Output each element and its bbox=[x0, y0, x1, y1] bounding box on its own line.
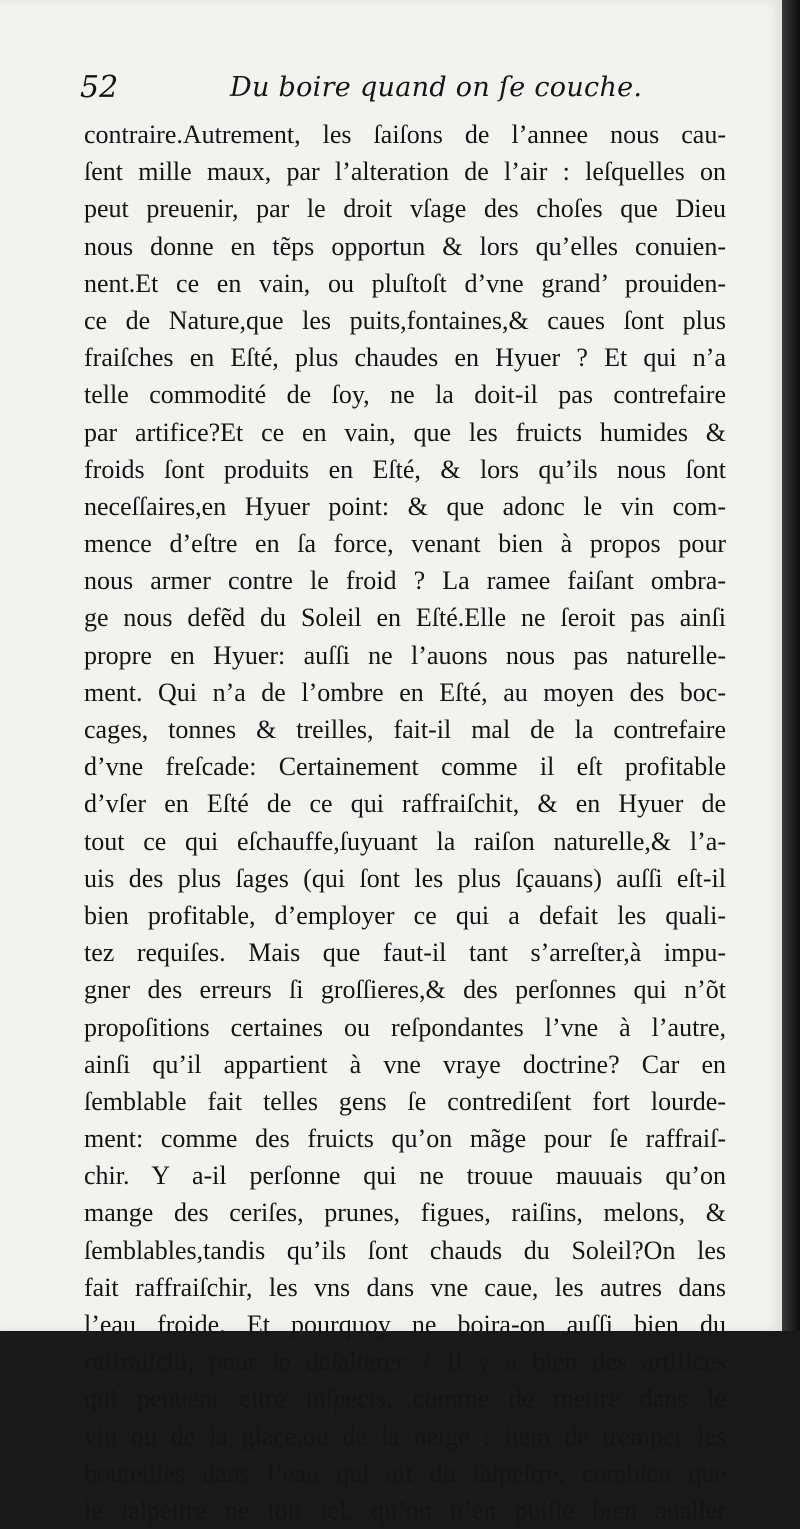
text-line: peut preuenir, par le droit vſage des choſes que Dieu bbox=[84, 194, 726, 224]
text-line: propre en Hyuer: auſſi ne l’auons nous pas naturelle- bbox=[84, 640, 726, 670]
text-line: nous armer contre le froid ? La ramee faiſant ombra- bbox=[84, 566, 726, 596]
text-line: fraiſches en Eſté, plus chaudes en Hyuer ? Et qui n’a bbox=[84, 343, 726, 373]
text-line: gner des erreurs ſi groſſieres,& des perſonnes qui n’õt bbox=[84, 975, 726, 1005]
text-line: neceſſaires,en Hyuer point: & que adonc le vin com- bbox=[84, 491, 726, 521]
page-number: 52 bbox=[80, 70, 119, 105]
text-line: nous donne en tẽps opportun & lors qu’elles conuien- bbox=[84, 231, 726, 261]
text-line: telle commodité de ſoy, ne la doit-il pas contrefaire bbox=[84, 380, 726, 410]
text-line: d’vne freſcade: Certainement comme il eſt profitable bbox=[84, 752, 726, 782]
text-line: ſent mille maux, par l’alteration de l’air : leſquelles on bbox=[84, 157, 726, 187]
text-line: fait raffraiſchir, les vns dans vne caue, les autres dans bbox=[84, 1272, 726, 1302]
text-line: propoſitions certaines ou reſpondantes l’vne à l’autre, bbox=[84, 1012, 726, 1042]
text-line: qui peuuent eſtre ſuſpects, comme de mettre dans le bbox=[84, 1384, 726, 1414]
text-line: contraire.Autrement, les ſaiſons de l’annee nous cau- bbox=[84, 120, 726, 149]
text-line: ment: comme des fruicts qu’on mãge pour ſe raffraiſ- bbox=[84, 1124, 726, 1154]
text-line: mange des ceriſes, prunes, figues, raiſins, melons, & bbox=[84, 1198, 726, 1228]
text-line: vin ou de la glace,ou de la neige : item de tremper les bbox=[84, 1421, 726, 1451]
text-line: ſemblable fait telles gens ſe contrediſent fort lourde- bbox=[84, 1086, 726, 1116]
page-header bbox=[80, 70, 730, 114]
text-line: par artifice?Et ce en vain, que les fruicts humides & bbox=[84, 417, 726, 447]
text-line: bouteilles dans l’eau qui ait du ſalpeſtre, combien que bbox=[84, 1458, 726, 1488]
running-head: Du boire quand on ſe couche. bbox=[230, 72, 643, 103]
text-line: le ſalpeſtre ne ſoit tel, qu’on n’en puiſſe bien aualler bbox=[84, 1495, 726, 1525]
text-line: ſemblables,tandis qu’ils ſont chauds du Soleil?On les bbox=[84, 1235, 726, 1265]
text-line: raffraiſchi, pour ſe deſalterer ? Il y a bien des artifices bbox=[84, 1347, 726, 1377]
text-line: nent.Et ce en vain, ou pluſtoſt d’vne grand’ prouiden- bbox=[84, 268, 726, 298]
text-line: ge nous defẽd du Soleil en Eſté.Elle ne ſeroit pas ainſi bbox=[84, 603, 726, 633]
text-line: tez requiſes. Mais que faut-il tant s’arreſter,à impu- bbox=[84, 938, 726, 968]
body-text bbox=[84, 116, 726, 1529]
text-line: ment. Qui n’a de l’ombre en Eſté, au moyen des boc- bbox=[84, 677, 726, 707]
text-line: ce de Nature,que les puits,fontaines,& caues ſont plus bbox=[84, 305, 726, 335]
text-line: chir. Y a-il perſonne qui ne trouue mauuais qu’on bbox=[84, 1161, 726, 1191]
text-line: d’vſer en Eſté de ce qui raffraiſchit, & en Hyuer de bbox=[84, 789, 726, 819]
text-line: l’eau froide. Et pourquoy ne boira-on auſſi bien du bbox=[84, 1310, 726, 1339]
text-line: tout ce qui eſchauffe,ſuyuant la raiſon naturelle,& l’a- bbox=[84, 826, 726, 856]
text-line: ainſi qu’il appartient à vne vraye doctrine? Car en bbox=[84, 1049, 726, 1079]
page-edge-shadow bbox=[782, 0, 800, 1331]
text-line: froids ſont produits en Eſté, & lors qu’ils nous ſont bbox=[84, 454, 726, 484]
text-line: mence d’eſtre en ſa force, venant bien à propos pour bbox=[84, 529, 726, 559]
text-line: bien profitable, d’employer ce qui a defait les quali- bbox=[84, 900, 726, 930]
text-line: uis des plus ſages (qui ſont les plus ſçauans) auſſi eſt-il bbox=[84, 863, 726, 893]
text-line: cages, tonnes & treilles, fait-il mal de la contrefaire bbox=[84, 715, 726, 744]
